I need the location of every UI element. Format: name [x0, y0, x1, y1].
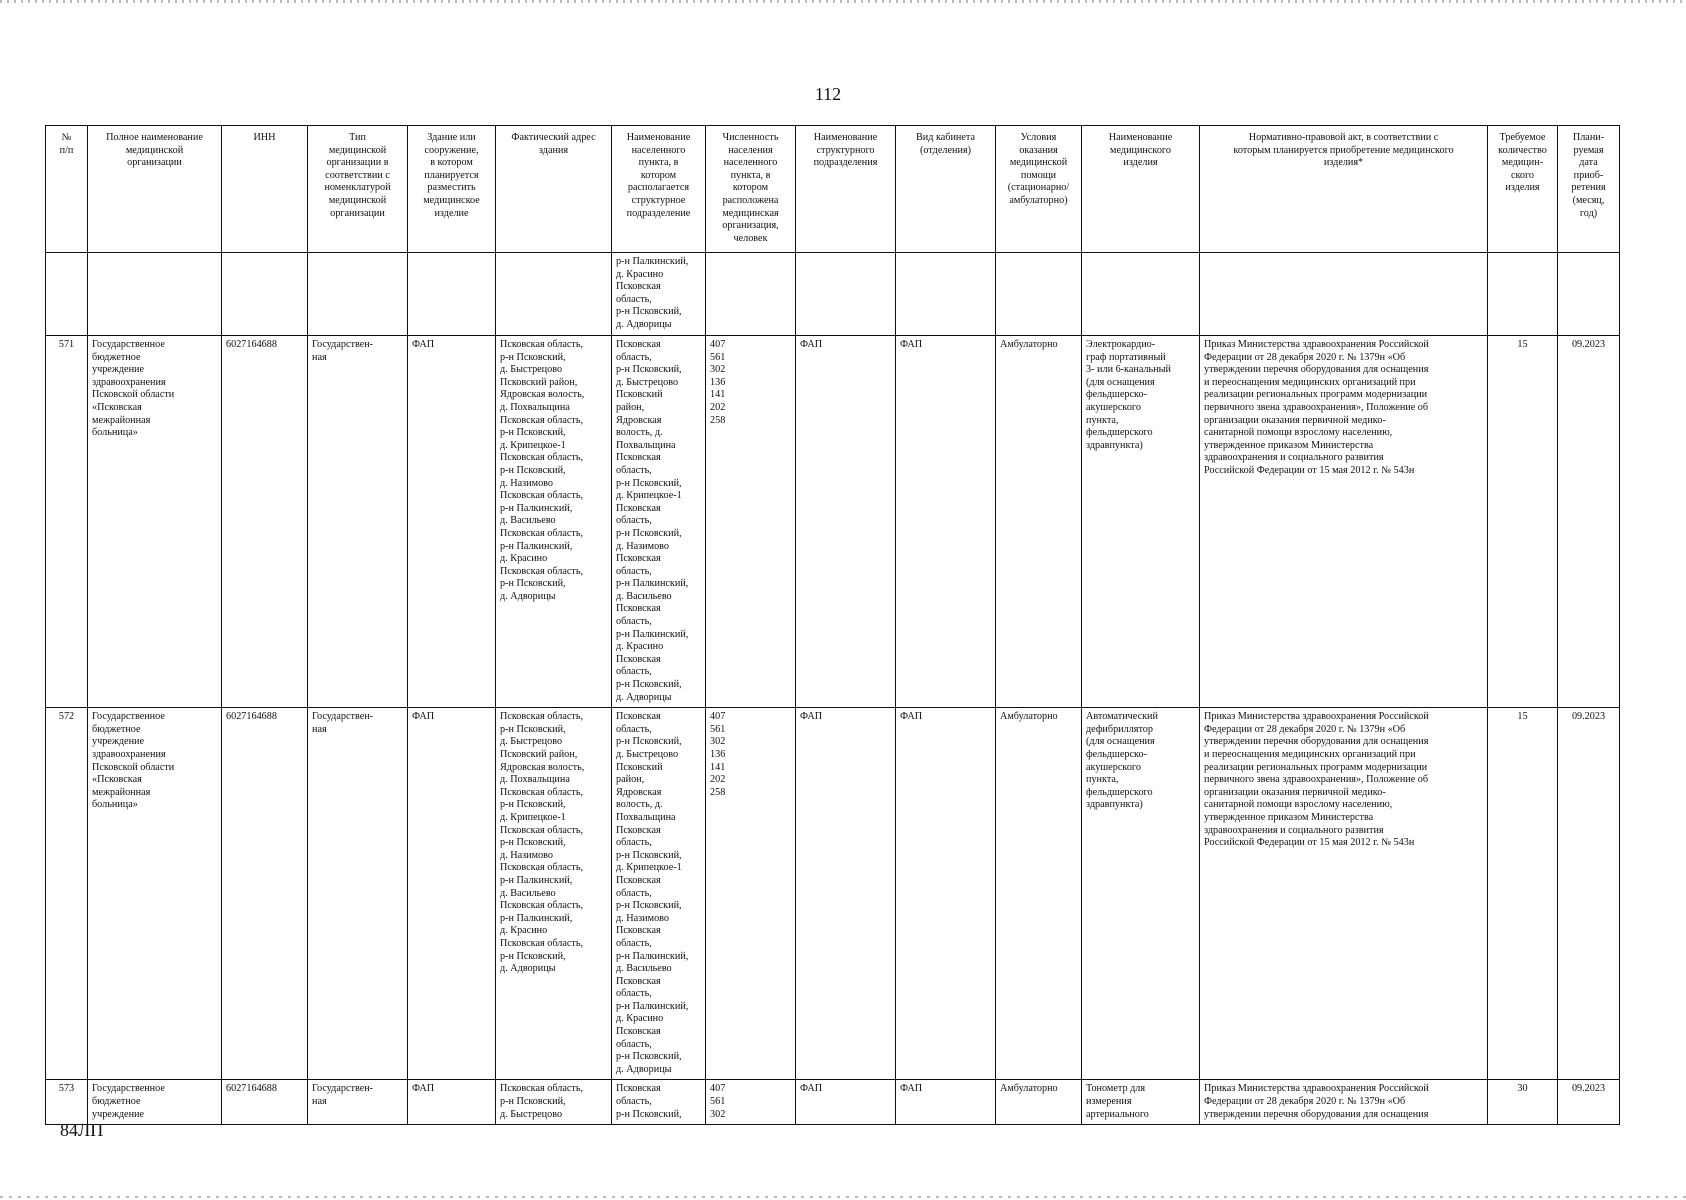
header-cell: Полное наименование медицинской организации [88, 126, 222, 253]
legal-act-cell: Приказ Министерства здравоохранения Российской Федерации от 28 декабря 2020 г. № 1379н «Об утверждении перечня оборудования для оснащения и переоснащения медицинских организаций при реализации региональных программ модернизации первичного звена здравоохранения», Положение об организации оказания первичной медико- санитарной помощи взрослому населению, утвержденное приказом Министерства здравоохранения и социального развития Российской Федерации от 15 мая 2012 г. № 543н [1200, 336, 1488, 708]
population-cell: 407 561 302 [706, 1080, 796, 1125]
conditions-cell: Амбулаторно [996, 1080, 1082, 1125]
legal-act-cell: Приказ Министерства здравоохранения Российской Федерации от 28 декабря 2020 г. № 1379н «Об утверждении перечня оборудования для оснащения [1200, 1080, 1488, 1125]
population-cell: 407 561 302 136 141 202 258 [706, 336, 796, 708]
header-cell: № п/п [46, 126, 88, 253]
scan-edge-bottom [0, 1196, 1686, 1198]
conditions-cell: Амбулаторно [996, 708, 1082, 1080]
row-number: 572 [46, 708, 88, 1080]
building-cell: ФАП [408, 336, 496, 708]
footer-code: 84ЛП [60, 1120, 104, 1140]
header-cell: Фактический адрес здания [496, 126, 612, 253]
cabinet-cell: ФАП [896, 1080, 996, 1125]
cabinet-cell: ФАП [896, 336, 996, 708]
org-name-cell: Государственное бюджетное учреждение здравоохранения Псковской области «Псковская межрайонная больница» [88, 708, 222, 1080]
inn-cell: 6027164688 [222, 1080, 308, 1125]
table-row [46, 336, 1620, 708]
date-cell: 09.2023 [1558, 708, 1620, 1080]
header-cell: Наименование структурного подразделения [796, 126, 896, 253]
building-cell: ФАП [408, 708, 496, 1080]
org-type-cell: Государствен- ная [308, 1080, 408, 1125]
conditions-cell: Амбулаторно [996, 336, 1082, 708]
settlement-cell: Псковская область, р-н Псковский, [612, 1080, 706, 1125]
header-row [46, 126, 1620, 253]
header-cell: Нормативно-правовой акт, в соответствии с которым планируется приобретение медицинского изделия* [1200, 126, 1488, 253]
quantity-cell: 30 [1488, 1080, 1558, 1125]
building-cell: ФАП [408, 1080, 496, 1125]
header-cell: Здание или сооружение, в котором планируется разместить медицинское изделие [408, 126, 496, 253]
equipment-table [45, 125, 1620, 1125]
device-cell: Автоматический дефибриллятор (для оснащения фельдшерско- акушерского пункта, фельдшерского здравпункта) [1082, 708, 1200, 1080]
inn-cell: 6027164688 [222, 336, 308, 708]
header-cell: Плани- руемая дата приоб- ретения (месяц, год) [1558, 126, 1620, 253]
address-cell: Псковская область, р-н Псковский, д. Быстрецово Псковский район, Ядровская волость, д. Похвальщина Псковская область, р-н Псковский, д. Крипецкое-1 Псковская область, р-н Псковский, д. Назимово Псковская область, р-н Палкинский, д. Васильево Псковская область, р-н Палкинский, д. Красино Псковская область, р-н Псковский, д. Адворицы [496, 336, 612, 708]
quantity-cell: 15 [1488, 336, 1558, 708]
row-number: 571 [46, 336, 88, 708]
header-cell: Наименование населенного пункта, в котором располагается структурное подразделение [612, 126, 706, 253]
settlement-cell: р-н Палкинский, д. Красино Псковская область, р-н Псковский, д. Адворицы [612, 253, 706, 336]
page-number: 112 [814, 84, 842, 104]
inn-cell: 6027164688 [222, 708, 308, 1080]
row-number: 573 [46, 1080, 88, 1125]
population-cell: 407 561 302 136 141 202 258 [706, 708, 796, 1080]
quantity-cell: 15 [1488, 708, 1558, 1080]
date-cell: 09.2023 [1558, 336, 1620, 708]
org-type-cell: Государствен- ная [308, 336, 408, 708]
table-row-continuation [46, 253, 1620, 336]
address-cell: Псковская область, р-н Псковский, д. Быстрецово Псковский район, Ядровская волость, д. Похвальщина Псковская область, р-н Псковский, д. Крипецкое-1 Псковская область, р-н Псковский, д. Назимово Псковская область, р-н Палкинский, д. Васильево Псковская область, р-н Палкинский, д. Красино Псковская область, р-н Псковский, д. Адворицы [496, 708, 612, 1080]
table-row [46, 1080, 1620, 1125]
header-cell: Наименование медицинского изделия [1082, 126, 1200, 253]
legal-act-cell: Приказ Министерства здравоохранения Российской Федерации от 28 декабря 2020 г. № 1379н «Об утверждении перечня оборудования для оснащения и переоснащения медицинских организаций при реализации региональных программ модернизации первичного звена здравоохранения», Положение об организации оказания первичной медико- санитарной помощи взрослому населению, утвержденное приказом Министерства здравоохранения и социального развития Российской Федерации от 15 мая 2012 г. № 543н [1200, 708, 1488, 1080]
unit-cell: ФАП [796, 708, 896, 1080]
scan-edge-top [0, 0, 1686, 3]
header-cell: Требуемое количество медицин- ского изделия [1488, 126, 1558, 253]
header-cell: Вид кабинета (отделения) [896, 126, 996, 253]
cabinet-cell: ФАП [896, 708, 996, 1080]
org-name-cell: Государственное бюджетное учреждение [88, 1080, 222, 1125]
header-cell: Численность населения населенного пункта, в котором расположена медицинская организация, человек [706, 126, 796, 253]
device-cell: Тонометр для измерения артериального [1082, 1080, 1200, 1125]
header-cell: Условия оказания медицинской помощи (стационарно/ амбулаторно) [996, 126, 1082, 253]
unit-cell: ФАП [796, 1080, 896, 1125]
header-cell: Тип медицинской организации в соответствии с номенклатурой медицинской организации [308, 126, 408, 253]
org-name-cell: Государственное бюджетное учреждение здравоохранения Псковской области «Псковская межрайонная больница» [88, 336, 222, 708]
header-cell: ИНН [222, 126, 308, 253]
org-type-cell: Государствен- ная [308, 708, 408, 1080]
device-cell: Электрокардио- граф портативный 3- или 6-канальный (для оснащения фельдшерско- акушерского пункта, фельдшерского здравпункта) [1082, 336, 1200, 708]
settlement-cell: Псковская область, р-н Псковский, д. Быстрецово Псковский район, Ядровская волость, д. Похвальщина Псковская область, р-н Псковский, д. Крипецкое-1 Псковская область, р-н Псковский, д. Назимово Псковская область, р-н Палкинский, д. Васильево Псковская область, р-н Палкинский, д. Красино Псковская область, р-н Псковский, д. Адворицы [612, 708, 706, 1080]
unit-cell: ФАП [796, 336, 896, 708]
date-cell: 09.2023 [1558, 1080, 1620, 1125]
table-row [46, 708, 1620, 1080]
settlement-cell: Псковская область, р-н Псковский, д. Быстрецово Псковский район, Ядровская волость, д. Похвальщина Псковская область, р-н Псковский, д. Крипецкое-1 Псковская область, р-н Псковский, д. Назимово Псковская область, р-н Палкинский, д. Васильево Псковская область, р-н Палкинский, д. Красино Псковская область, р-н Псковский, д. Адворицы [612, 336, 706, 708]
address-cell: Псковская область, р-н Псковский, д. Быстрецово [496, 1080, 612, 1125]
